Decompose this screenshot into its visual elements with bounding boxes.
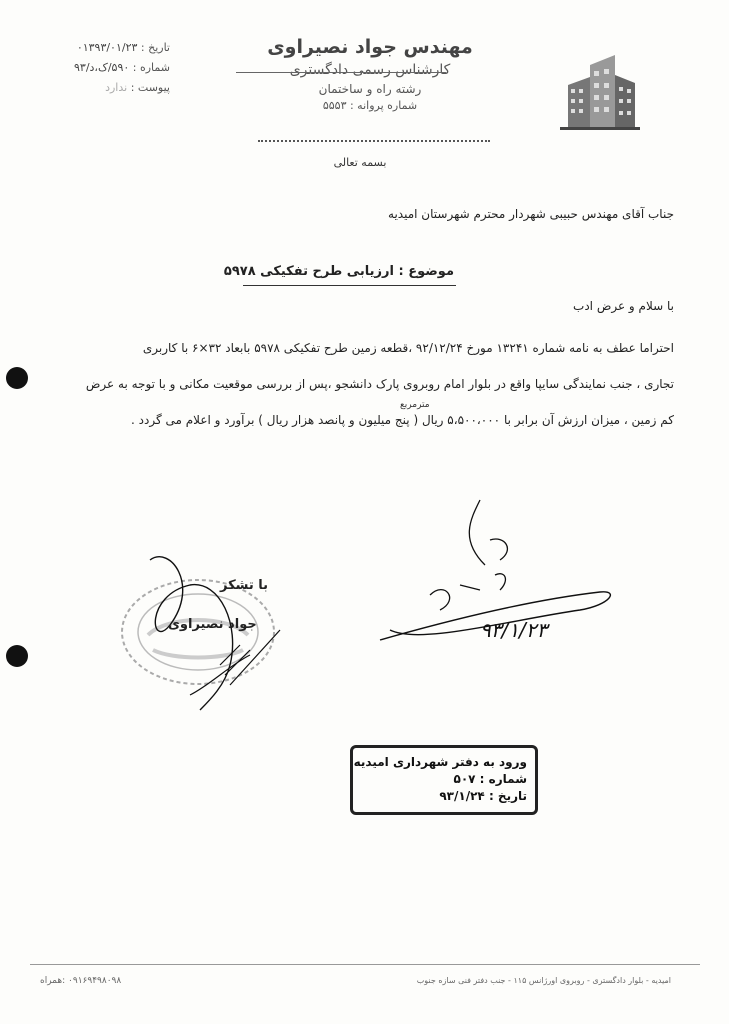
letterhead-divider (258, 140, 490, 142)
date-row (30, 38, 170, 58)
handwritten-margin-date: ۹۳/۱/۲۳ (480, 618, 548, 642)
subject-underline (243, 285, 456, 286)
body-line-3: کم زمین ، میزان ارزش آن برابر با ۵،۵۰۰،۰۰۰ ریال ( پنج میلیون و پانصد هزار ریال ) برآورد و اعلام می گردد . (131, 413, 674, 427)
letterhead-title: کارشناس رسمی دادگستری (289, 62, 451, 78)
body-line-2: تجاری ، جنب نمایندگی سایپا واقع در بلوار امام روبروی پارک دانشجو ،پس از بررسی موقعیت مکانی و با توجه به عرض (85, 377, 674, 391)
footer-phone: ۰۹۱۶۹۴۹۸۰۹۸ :همراه (40, 976, 122, 986)
number-value: ۵۹۰/ک،د/۹۳ (74, 61, 130, 74)
closing: با تشکر (220, 578, 269, 593)
stamp-title: ورود به دفتر شهرداری امیدیه (353, 755, 527, 769)
stamp-number-label: شماره : (479, 772, 527, 786)
handwritten-unit-note: مترمربع (400, 400, 430, 410)
number-label: شماره : (132, 61, 170, 74)
punch-hole (6, 367, 28, 389)
body-line-1: احتراما عطف به نامه شماره ۱۳۲۴۱ مورخ ۹۲/۱۲/۲۴ ،قطعه زمین طرح تفکیکی ۵۹۷۸ بابعاد ۳۲×۶ با کاربری (142, 341, 674, 355)
subject: موضوع : ارزیابی طرح تفکیکی ۵۹۷۸ (223, 264, 454, 279)
number-row (30, 58, 170, 78)
building-logo-icon (560, 55, 640, 130)
basmala: بسمه تعالی (333, 156, 387, 169)
footer-address: امیدیه - بلوار دادگستری - روبروی اورژانس ۱۱۵ - جنب دفتر فنی سازه جنوب (416, 976, 671, 985)
addressee: جناب آقای مهندس حبیبی شهردار محترم شهرستان امیدیه (388, 207, 674, 221)
attachment-row (30, 78, 170, 98)
stamp-date-label: تاریخ : (488, 789, 527, 803)
stamp-number-value: ۵۰۷ (453, 772, 476, 786)
letterhead-license: شماره پروانه : ۵۵۵۳ (322, 99, 418, 112)
letterhead-underline (236, 72, 446, 73)
date-label: تاریخ : (140, 41, 170, 54)
attachment-label: پیوست : (130, 81, 170, 94)
attachment-value: ندارد (105, 81, 128, 94)
letterhead-field: رشته راه و ساختمان (318, 82, 422, 96)
greeting: با سلام و عرض ادب (573, 299, 674, 313)
letterhead (230, 36, 510, 112)
municipality-entry-stamp (350, 745, 538, 815)
date-value: ۰۱۳۹۳/۰۱/۲۳ (76, 41, 138, 54)
stamp-number-row (361, 771, 527, 788)
handwritten-annotation-icon (330, 480, 630, 680)
stamp-date-row (361, 788, 527, 805)
stamp-date-value: ۹۳/۱/۲۴ (439, 789, 485, 803)
letter-meta (30, 38, 170, 98)
signer-name: جواد نصیراوی (168, 617, 257, 632)
letterhead-name: مهندس جواد نصیراوی (267, 36, 473, 58)
punch-hole (6, 645, 28, 667)
footer-divider (30, 964, 700, 965)
